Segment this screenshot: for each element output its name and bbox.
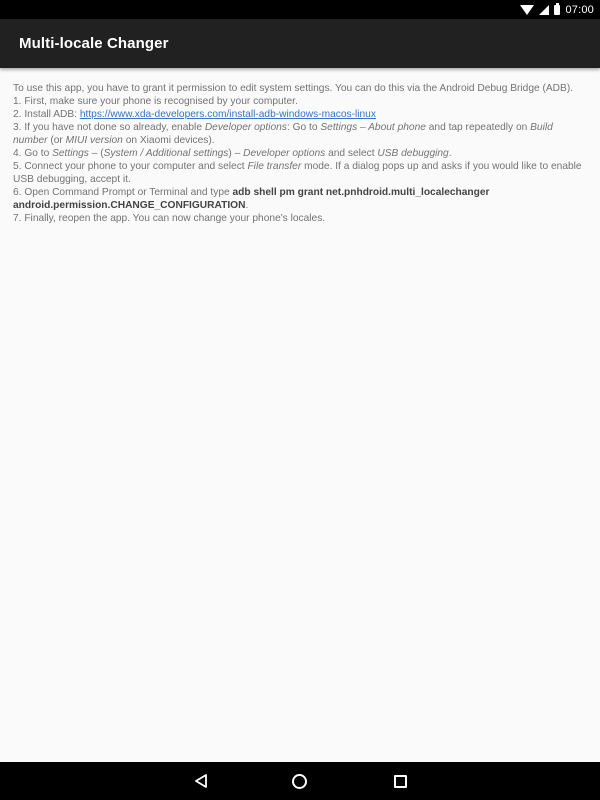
step-4: [13, 147, 589, 160]
app-title: Multi-locale Changer: [19, 35, 169, 52]
usb-debugging-term: USB debugging: [377, 148, 449, 159]
miui-version-term: MIUI version: [65, 135, 123, 146]
intro-text: To use this app, you have to grant it permission to edit system settings. You can do this via the Android Debug Bridge (ADB).: [13, 83, 574, 94]
step-5-text: mode. If a dialog pops up and asks if you would like to enable USB debugging, accept it.: [13, 161, 582, 185]
step-7: 7. Finally, reopen the app. You can now change your phone's locales.: [13, 213, 326, 224]
step-3-text: 3. If you have not done so already, enable: [13, 122, 205, 133]
step-1: 1. First, make sure your phone is recognised by your computer.: [13, 96, 298, 107]
step-3-text: : Go to: [286, 122, 321, 133]
step-6: [13, 186, 589, 212]
battery-icon: [554, 5, 560, 15]
system-additional-term: System / Additional settings: [103, 148, 229, 159]
step-2-text: 2. Install ADB:: [13, 109, 80, 120]
file-transfer-term: File transfer: [247, 161, 302, 172]
developer-options-term: Developer options: [204, 122, 287, 133]
step-5: [13, 160, 589, 186]
build-number-term: Build number: [13, 122, 553, 146]
instructions-content: [13, 82, 589, 225]
step-4-text: ) –: [228, 148, 244, 159]
step-3-text: and tap repeatedly on: [425, 122, 531, 133]
step-3-text: (or: [47, 135, 66, 146]
adb-install-link[interactable]: https://www.xda-developers.com/install-adb-windows-macos-linux: [79, 109, 376, 120]
step-3: [13, 121, 589, 147]
recents-icon[interactable]: [394, 775, 407, 788]
app-bar: [0, 19, 600, 68]
step-3-text: on Xiaomi devices).: [122, 135, 215, 146]
developer-options-term: Developer options: [243, 148, 326, 159]
wifi-icon: [520, 5, 534, 15]
step-4-text: 4. Go to: [13, 148, 53, 159]
status-bar: [0, 0, 600, 19]
step-6-text: 6. Open Command Prompt or Terminal and type: [13, 187, 233, 198]
step-4-text: and select: [325, 148, 378, 159]
step-2: [13, 108, 589, 121]
navigation-bar: [0, 762, 600, 800]
settings-term: Settings: [52, 148, 89, 159]
back-icon[interactable]: [194, 774, 208, 788]
home-icon[interactable]: [292, 774, 307, 789]
step-6-text: .: [245, 200, 249, 211]
step-4-text: .: [448, 148, 452, 159]
step-5-text: 5. Connect your phone to your computer and select: [13, 161, 248, 172]
status-time: 07:00: [565, 3, 594, 16]
settings-about-term: Settings – About phone: [320, 122, 426, 133]
adb-command: adb shell pm grant net.pnhdroid.multi_localechanger android.permission.CHANGE_CONFIGURATION: [13, 187, 490, 211]
step-4-text: – (: [88, 148, 104, 159]
signal-icon: [539, 5, 549, 15]
